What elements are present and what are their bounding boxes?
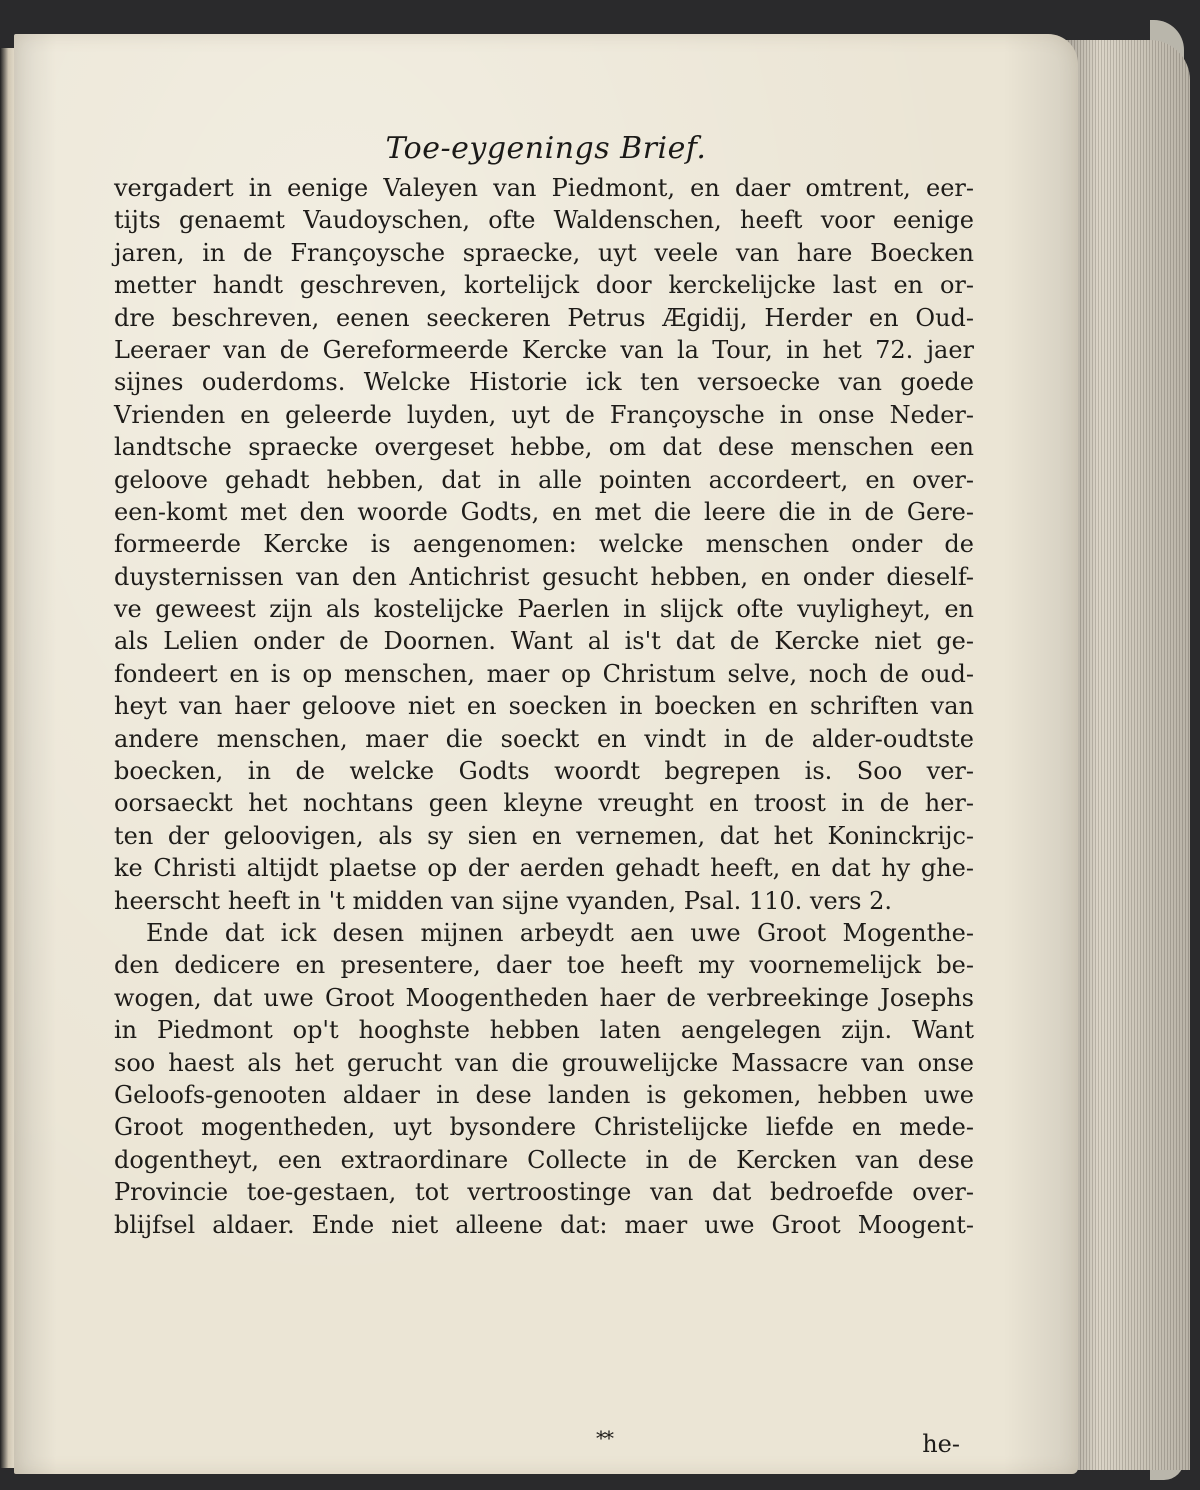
text-line: metter handt geschreven, kortelijck door kerckelijcke last en or- (114, 271, 974, 300)
text-line: dre beschreven, eenen seeckeren Petrus Ægidij, Herder en Oud- (114, 303, 974, 332)
text-line: dogentheyt, een extraordinare Collecte in de Kercken van dese (114, 1145, 974, 1174)
text-block (114, 172, 974, 1241)
text-line: als Lelien onder de Doornen. Want al is't dat de Kercke niet ge- (114, 627, 974, 656)
text-line: andere menschen, maer die soeckt en vindt in de alder-oudtste (114, 724, 974, 753)
text-line: een-komt met den woorde Godts, en met die leere die in de Gere- (114, 497, 974, 526)
text-line: blijfsel aldaer. Ende niet alleene dat: maer uwe Groot Moogent- (114, 1210, 974, 1239)
text-line: landtsche spraecke overgeset hebbe, om dat dese menschen een (114, 433, 974, 462)
text-line: soo haest als het gerucht van die grouwelijcke Massacre van onse (114, 1048, 974, 1077)
text-line: sijnes ouderdoms. Welcke Historie ick ten versoecke van goede (114, 368, 974, 397)
text-line: geloove gehadt hebben, dat in alle pointen accordeert, en over- (114, 465, 974, 494)
text-line: den dedicere en presentere, daer toe heeft my voornemelijck be- (114, 951, 974, 980)
text-line: duysternissen van den Antichrist gesucht hebben, en onder dieself- (114, 562, 974, 591)
text-line: formeerde Kercke is aengenomen: welcke menschen onder de (114, 530, 974, 559)
text-line: ke Christi altijdt plaetse op der aerden gehadt heeft, en dat hy ghe- (114, 854, 974, 883)
text-line: wogen, dat uwe Groot Moogentheden haer de verbreekinge Josephs (114, 983, 974, 1012)
text-line: tijts genaemt Vaudoyschen, ofte Waldenschen, heeft voor eenige (114, 206, 974, 235)
text-line: in Piedmont op't hooghste hebben laten aengelegen zijn. Want (114, 1016, 974, 1045)
paragraph-end-line: heerscht heeft in 't midden van sijne vyanden, Psal. 110. vers 2. (114, 886, 892, 915)
text-line: heyt van haer geloove niet en soecken in boecken en schriften van (114, 692, 974, 721)
text-line: Vrienden en geleerde luyden, uyt de Françoysche in onse Neder- (114, 400, 974, 429)
signature-mark: ** (596, 1426, 612, 1450)
facing-page-edge (0, 48, 14, 1468)
text-line: Groot mogentheden, uyt bysondere Christelijcke liefde en mede- (114, 1113, 974, 1142)
text-line: ten der geloovigen, als sy sien en vernemen, dat het Koninckrijc- (114, 821, 974, 850)
text-line: vergadert in eenige Valeyen van Piedmont, en daer omtrent, eer- (114, 174, 974, 202)
catchword: he- (922, 1430, 960, 1458)
text-line: Geloofs-genooten aldaer in dese landen is gekomen, hebben uwe (114, 1080, 974, 1109)
text-line: jaren, in de Françoysche spraecke, uyt veele van hare Boecken (114, 238, 974, 267)
page-block-edges (1060, 40, 1190, 1470)
page-footer (100, 1426, 960, 1478)
book-page (14, 34, 1078, 1474)
text-line: boecken, in de welcke Godts woordt begrepen is. Soo ver- (114, 757, 974, 786)
paragraph-start-line: Ende dat ick desen mijnen arbeydt aen uwe Groot Mogenthe- (146, 918, 974, 947)
text-line: Provincie toe-gestaen, tot vertroostinge van dat bedroefde over- (114, 1178, 974, 1207)
text-line: Leeraer van de Gereformeerde Kercke van la Tour, in het 72. jaer (114, 335, 974, 364)
running-head: Toe-eygenings Brief. (385, 131, 707, 166)
text-line: fondeert en is op menschen, maer op Christum selve, noch de oud- (114, 659, 974, 688)
text-line: oorsaeckt het nochtans geen kleyne vreught en troost in de her- (114, 789, 974, 818)
text-line: ve geweest zijn als kostelijcke Paerlen in slijck ofte vuyligheyt, en (114, 595, 974, 624)
